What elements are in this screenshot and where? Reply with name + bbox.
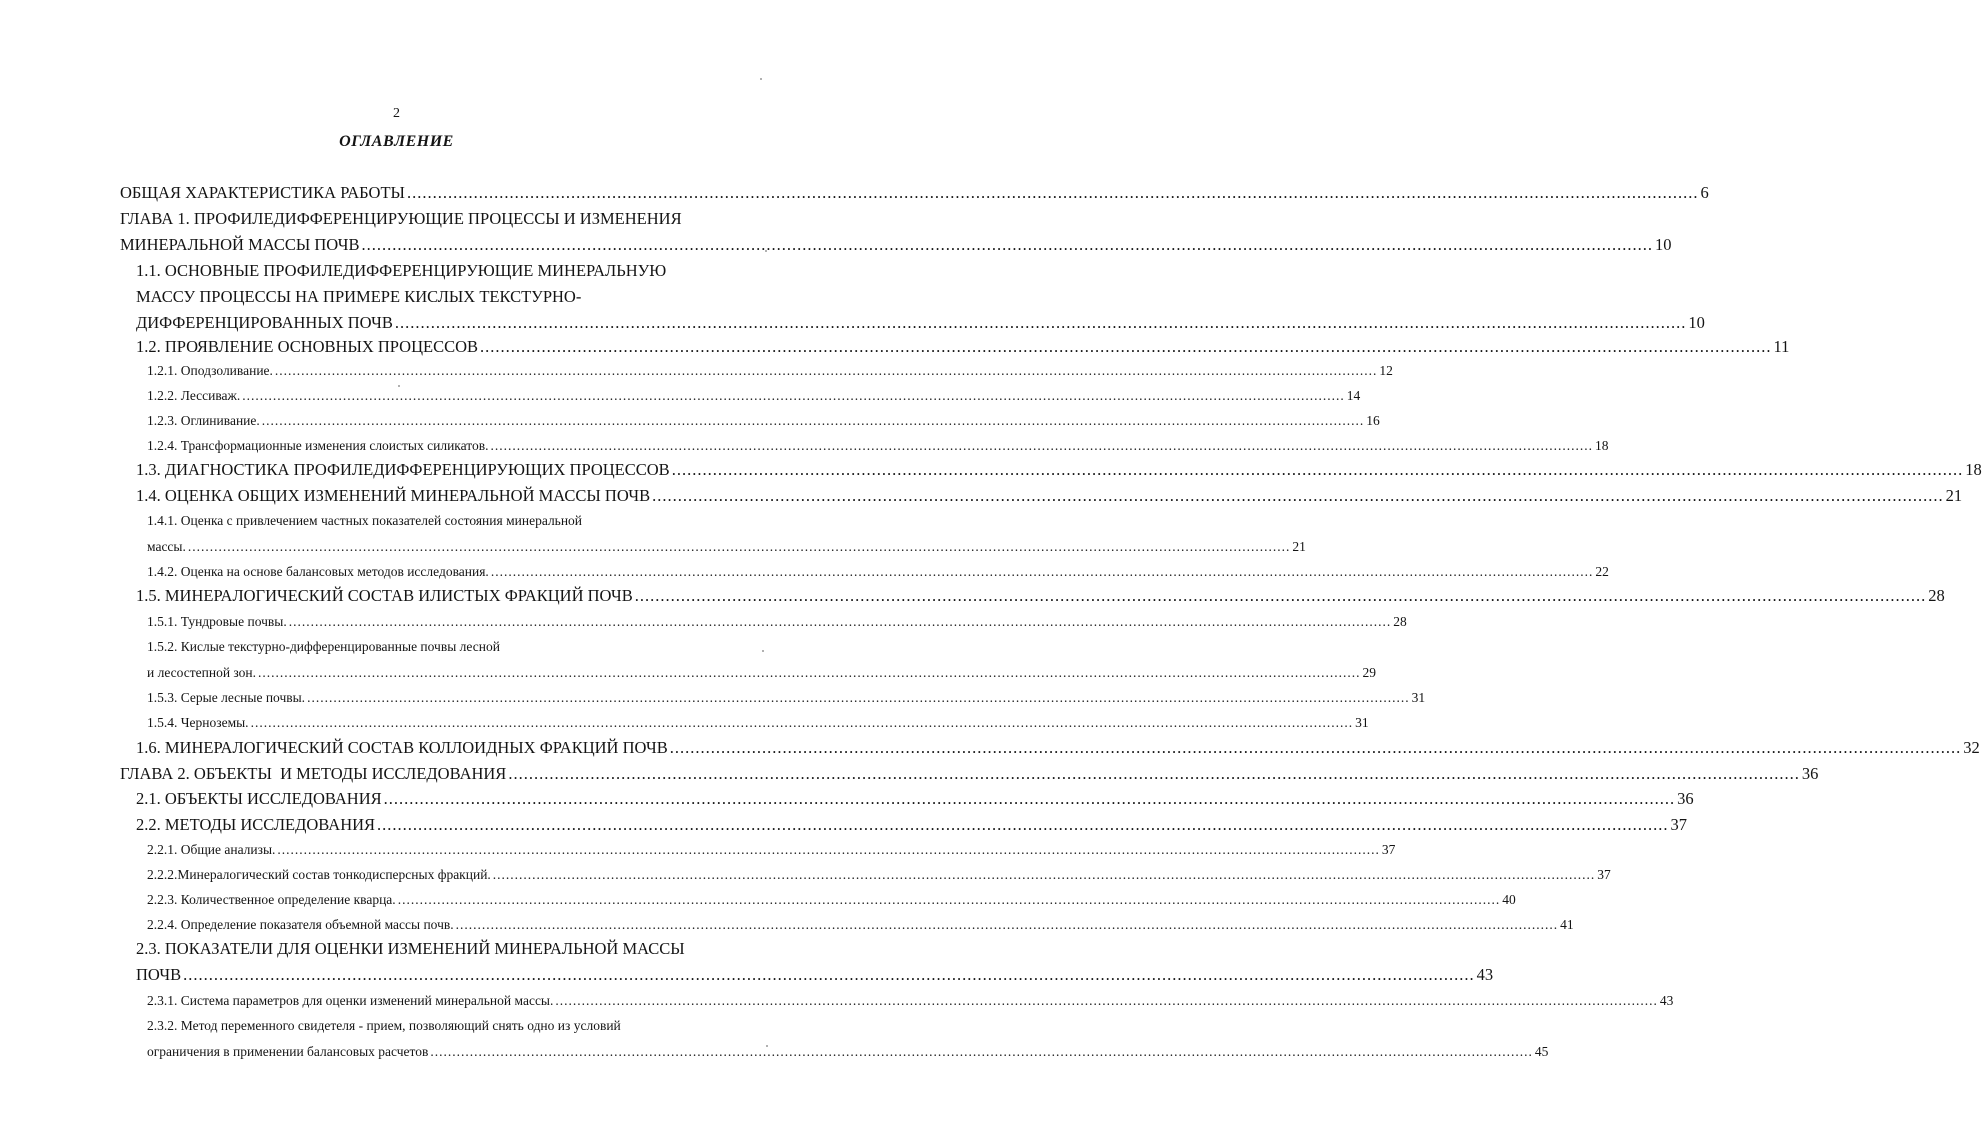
toc-page-number: 43 (1659, 993, 1674, 1008)
toc-page-number: 41 (1560, 917, 1574, 932)
toc-entry-text: 1.5.1. Тундровые почвы. (147, 614, 287, 629)
toc-entry-2-3-2[interactable] (147, 1013, 1549, 1064)
dot-leader (491, 559, 1594, 585)
dot-leader (251, 710, 1354, 736)
toc-entry-2-3[interactable] (136, 936, 1494, 988)
dot-leader (430, 1039, 1533, 1065)
toc-entry-text: ГЛАВА 1. ПРОФИЛЕДИФФЕРЕНЦИРУЮЩИЕ ПРОЦЕССЫ И ИЗМЕНЕНИЯ (120, 209, 682, 228)
toc-page-number: 28 (1393, 614, 1407, 629)
dot-leader (277, 837, 1380, 863)
toc-entry-text: 1.3. ДИАГНОСТИКА ПРОФИЛЕДИФФЕРЕНЦИРУЮЩИХ ПРОЦЕССОВ (136, 460, 670, 479)
toc-entry-text: ПОЧВ (136, 965, 182, 984)
toc-page-number: 10 (1688, 313, 1705, 332)
dot-leader (384, 786, 1676, 812)
toc-entry-1-5-1[interactable] (147, 609, 1407, 635)
toc-entry-text: 2.1. ОБЪЕКТЫ ИССЛЕДОВАНИЯ (136, 789, 382, 808)
toc-entry-text: 1.5.4. Черноземы. (147, 715, 249, 730)
toc-entry-1-3[interactable] (136, 457, 1982, 483)
toc-entry-text: 1.6. МИНЕРАЛОГИЧЕСКИЙ СОСТАВ КОЛЛОИДНЫХ ФРАКЦИЙ ПОЧВ (136, 738, 668, 757)
dot-leader (555, 988, 1658, 1014)
dot-leader (307, 685, 1410, 711)
toc-entry-text: 1.5.2. Кислые текстурно-дифференцированные почвы лесной (147, 639, 500, 654)
toc-page-number: 11 (1773, 337, 1790, 356)
toc-entry-1-4[interactable] (136, 483, 1963, 509)
toc-page-number: 21 (1292, 538, 1306, 554)
dot-leader (480, 334, 1772, 360)
toc-entry-text: 1.4. ОЦЕНКА ОБЩИХ ИЗМЕНЕНИЙ МИНЕРАЛЬНОЙ МАССЫ ПОЧВ (136, 486, 651, 505)
toc-entry-text: 1.5.3. Серые лесные почвы. (147, 690, 306, 705)
scan-speck (762, 650, 764, 652)
toc-entry-text: МИНЕРАЛЬНОЙ МАССЫ ПОЧВ (120, 235, 360, 254)
dot-leader (377, 812, 1669, 838)
toc-entry-1-1[interactable] (136, 258, 1705, 336)
dot-leader (456, 912, 1559, 938)
dot-leader (670, 735, 1962, 761)
dot-leader (635, 583, 1927, 609)
toc-page-number: 37 (1381, 842, 1396, 857)
toc-entry-text: 1.2.2. Лессиваж. (147, 388, 241, 403)
toc-entry-1-2-3[interactable] (147, 408, 1380, 434)
toc-page-number: 37 (1670, 815, 1688, 834)
toc-entry-1-2-1[interactable] (147, 358, 1393, 384)
dot-leader (362, 232, 1654, 258)
scan-speck (398, 385, 400, 387)
toc-entry-text: 1.4.1. Оценка с привлечением частных показателей состояния минеральной (147, 513, 583, 528)
toc-entry-2-1[interactable] (136, 786, 1694, 812)
toc-entry-1-5-4[interactable] (147, 710, 1369, 736)
toc-page-number: 12 (1379, 363, 1393, 378)
toc-entry-text: 2.2.1. Общие анализы. (147, 842, 276, 857)
dot-leader (188, 534, 1291, 560)
toc-entry-text: 2.2.4. Определение показателя объемной массы почв. (147, 917, 454, 932)
toc-entry-text: ДИФФЕРЕНЦИРОВАННЫХ ПОЧВ (136, 313, 393, 332)
scan-speck (765, 250, 767, 252)
toc-page-number: 36 (1677, 789, 1694, 808)
scan-speck (766, 1045, 768, 1047)
toc-title: ОГЛАВЛЕНИЕ (339, 133, 454, 150)
toc-entry-chapter-2[interactable] (120, 761, 1819, 787)
dot-leader (491, 433, 1594, 459)
toc-entry-1-2-4[interactable] (147, 433, 1609, 459)
dot-leader (395, 310, 1687, 336)
toc-entry-1-5-2[interactable] (147, 634, 1377, 685)
dot-leader (407, 180, 1699, 206)
dot-leader (183, 962, 1475, 988)
toc-page-number: 22 (1595, 564, 1609, 579)
toc-entry-2-2-3[interactable] (147, 887, 1516, 913)
dot-leader (508, 761, 1800, 787)
dot-leader (493, 862, 1596, 888)
toc-entry-text: массы. (147, 538, 186, 554)
toc-entry-1-2-2[interactable] (147, 383, 1361, 409)
toc-page-number: 21 (1945, 486, 1963, 505)
toc-entry-2-2-2[interactable] (147, 862, 1611, 888)
toc-page-number: 18 (1965, 460, 1982, 479)
toc-page-number: 6 (1700, 183, 1709, 202)
toc-entry-text: МАССУ ПРОЦЕССЫ НА ПРИМЕРЕ КИСЛЫХ ТЕКСТУРНО- (136, 287, 582, 306)
toc-page-number: 10 (1655, 235, 1672, 254)
toc-entry-1-4-2[interactable] (147, 559, 1609, 585)
toc-entry-text: и лесостепной зон. (147, 664, 257, 680)
toc-entry-text: 2.3.2. Метод переменного свидетеля - прием, позволяющий снять одно из условий (147, 1018, 621, 1033)
toc-entry-chapter-1[interactable] (120, 206, 1672, 258)
dot-leader (398, 887, 1501, 913)
dot-leader (258, 660, 1361, 686)
toc-entry-general-characteristics[interactable] (120, 180, 1709, 206)
toc-page-number: 43 (1476, 965, 1494, 984)
toc-page-number: 18 (1595, 438, 1609, 453)
dot-leader (289, 609, 1392, 635)
toc-page-number: 31 (1355, 715, 1369, 730)
toc-entry-1-5[interactable] (136, 583, 1945, 609)
dot-leader (672, 457, 1964, 483)
toc-entry-text: 1.4.2. Оценка на основе балансовых методов исследования. (147, 564, 489, 579)
dot-leader (275, 358, 1378, 384)
toc-entry-2-2[interactable] (136, 812, 1688, 838)
toc-entry-2-2-4[interactable] (147, 912, 1574, 938)
toc-entry-text: ГЛАВА 2. ОБЪЕКТЫ И МЕТОДЫ ИССЛЕДОВАНИЯ (120, 764, 507, 783)
toc-entry-text: 2.3. ПОКАЗАТЕЛИ ДЛЯ ОЦЕНКИ ИЗМЕНЕНИЙ МИНЕРАЛЬНОЙ МАССЫ (136, 939, 685, 958)
toc-entry-text: ограничения в применении балансовых расчетов (147, 1043, 429, 1059)
toc-entry-1-4-1[interactable] (147, 508, 1306, 559)
toc-entry-1-2[interactable] (136, 334, 1790, 360)
toc-entry-2-2-1[interactable] (147, 837, 1396, 863)
toc-entry-text: 1.2.1. Оподзоливание. (147, 363, 273, 378)
dot-leader (652, 483, 1944, 509)
toc-entry-text: 1.1. ОСНОВНЫЕ ПРОФИЛЕДИФФЕРЕНЦИРУЮЩИЕ МИНЕРАЛЬНУЮ (136, 261, 667, 280)
toc-page-number: 45 (1534, 1043, 1549, 1059)
toc-entry-text: ОБЩАЯ ХАРАКТЕРИСТИКА РАБОТЫ (120, 183, 405, 202)
toc-page-number: 28 (1928, 586, 1945, 605)
toc-page-number: 32 (1963, 738, 1980, 757)
toc-entry-1-5-3[interactable] (147, 685, 1426, 711)
toc-page-number: 36 (1801, 764, 1819, 783)
page-number: 2 (393, 106, 400, 121)
toc-entry-2-3-1[interactable] (147, 988, 1674, 1014)
toc-entry-1-6[interactable] (136, 735, 1980, 761)
scan-speck (760, 78, 762, 80)
toc-entry-text: 1.5. МИНЕРАЛОГИЧЕСКИЙ СОСТАВ ИЛИСТЫХ ФРАКЦИЙ ПОЧВ (136, 586, 633, 605)
toc-entry-text: 2.2. МЕТОДЫ ИССЛЕДОВАНИЯ (136, 815, 376, 834)
toc-page-number: 37 (1597, 867, 1611, 882)
dot-leader (242, 383, 1345, 409)
toc-entry-text: 2.3.1. Система параметров для оценки изменений минеральной массы. (147, 993, 554, 1008)
toc-page-number: 29 (1362, 664, 1377, 680)
dot-leader (262, 408, 1365, 434)
toc-entry-text: 2.2.3. Количественное определение кварца. (147, 892, 396, 907)
toc-entry-text: 1.2.4. Трансформационные изменения слоистых силикатов. (147, 438, 489, 453)
toc-entry-text: 1.2. ПРОЯВЛЕНИЕ ОСНОВНЫХ ПРОЦЕССОВ (136, 337, 479, 356)
toc-page-number: 31 (1411, 690, 1426, 705)
toc-page-number: 40 (1502, 892, 1516, 907)
toc-page-number: 14 (1346, 388, 1361, 403)
toc-page-number: 16 (1366, 413, 1380, 428)
toc-entry-text: 2.2.2.Минералогический состав тонкодисперсных фракций. (147, 867, 491, 882)
toc-entry-text: 1.2.3. Оглинивание. (147, 413, 260, 428)
